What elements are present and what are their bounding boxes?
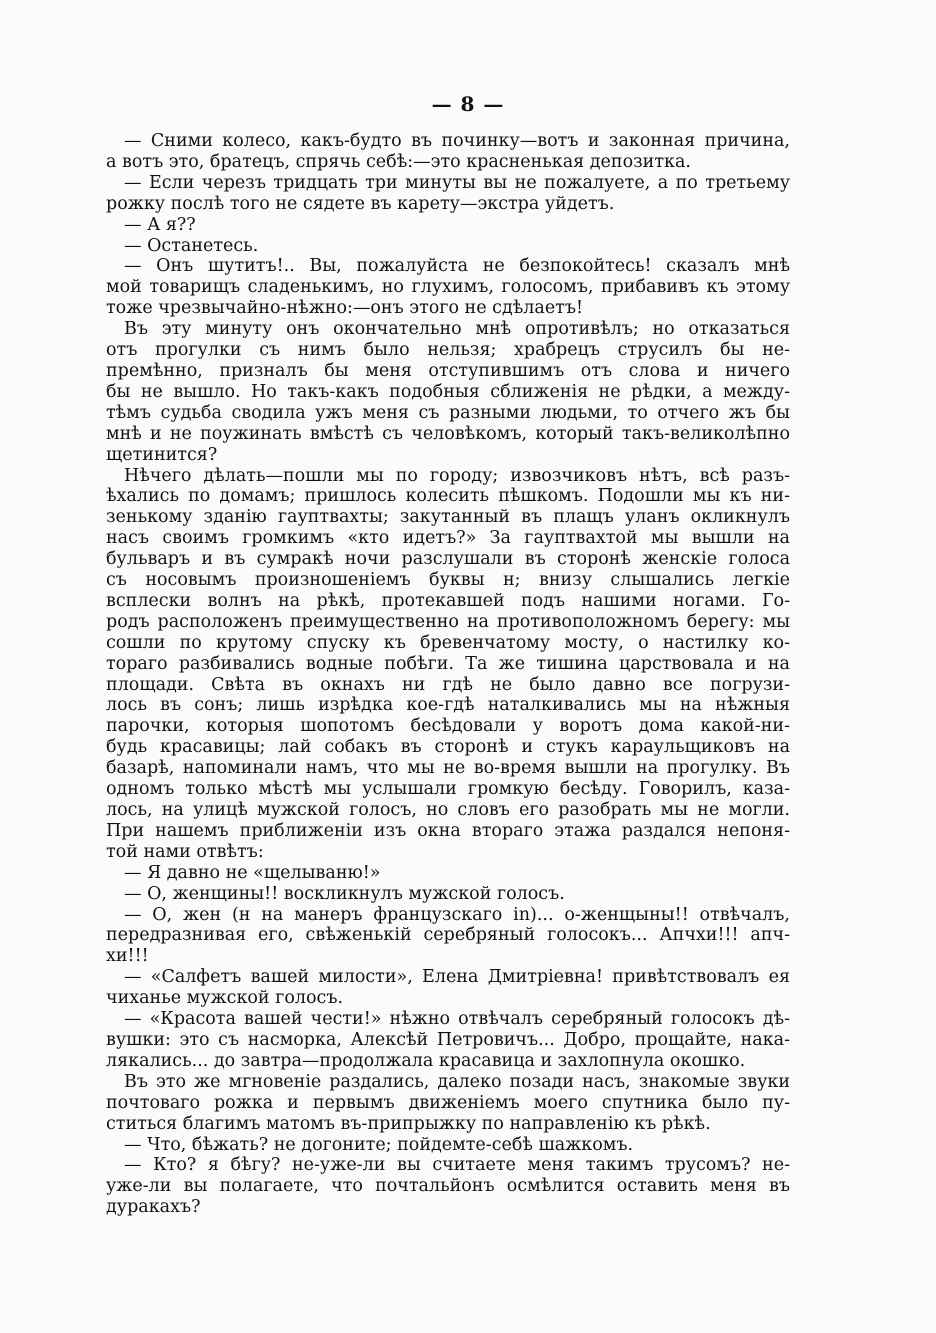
text-line: — Онъ шутитъ!.. Вы, пожалуйста не безпокойтесь! сказалъ мнѣ xyxy=(124,256,790,277)
text-line: а вотъ это, братецъ, спрячь себѣ:—это красненькая депозитка. xyxy=(106,151,691,172)
text-line: — О, жен (н на манеръ французскаго in)... о-женщыны!! отвѣчалъ, xyxy=(124,904,790,925)
text-line: тораго разбивались водные побѣги. Та же тишина царствовала и на xyxy=(106,653,790,674)
text-line: чиханье мужской голосъ. xyxy=(106,988,344,1009)
page-number: — 8 — xyxy=(431,92,505,116)
text-line: премѣнно, призналъ бы меня отступившимъ отъ слова и ничего xyxy=(106,360,790,381)
text-line: При нашемъ приближеніи изъ окна втораго этажа раздался непоня- xyxy=(106,820,790,841)
text-line: Въ это же мгновеніе раздались, далеко позади насъ, знакомые звуки xyxy=(124,1071,790,1092)
text-line: ѣхались по домамъ; пришлось колесить пѣшкомъ. Подошли мы къ ни- xyxy=(106,486,790,507)
text-line: — Я давно не «щелываню!» xyxy=(124,862,381,883)
body-text xyxy=(106,131,790,1218)
text-line: той нами отвѣтъ: xyxy=(106,841,264,862)
text-line: парочки, которыя шопотомъ бесѣдовали у воротъ дома какой-ни- xyxy=(106,716,790,737)
text-line: — Что, бѣжать? не догоните; пойдемте-себѣ шажкомъ. xyxy=(124,1134,634,1155)
text-line: базарѣ, напоминали намъ, что мы не во-время вышли на прогулку. Въ xyxy=(106,758,790,779)
text-line: мнѣ и не поужинать вмѣстѣ съ человѣкомъ, который такъ-великолѣпно xyxy=(106,423,790,444)
text-line: хи!!! xyxy=(106,946,149,967)
text-line: съ носовымъ произношеніемъ буквы н; внизу слышались легкіе xyxy=(106,570,790,591)
text-line: — «Салфетъ вашей милости», Елена Дмитріевна! привѣтствовалъ ея xyxy=(124,967,790,988)
text-line: мой товарищъ сладенькимъ, но глухимъ, голосомъ, прибавивъ къ этому xyxy=(106,277,790,298)
text-line: зенькому зданію гауптвахты; закутанный въ плащъ уланъ окликнулъ xyxy=(106,507,790,528)
text-line: — А я?? xyxy=(124,214,196,235)
text-line: — Если черезъ тридцать три минуты вы не пожалуете, а по третьему xyxy=(124,172,790,193)
text-line: — Останетесь. xyxy=(124,235,259,256)
text-line: площади. Свѣта въ окнахъ ни гдѣ не было давно все погрузи- xyxy=(106,674,790,695)
text-line: Въ эту минуту онъ окончательно мнѣ опротивѣлъ; но отказаться xyxy=(124,319,790,340)
text-line: родъ расположенъ преимущественно на противоположномъ берегу: мы xyxy=(106,611,790,632)
text-line: рожку послѣ того не сядете въ карету—экстра уйдетъ. xyxy=(106,193,615,214)
text-line: одномъ только мѣстѣ мы услышали громкую бесѣду. Говорилъ, каза- xyxy=(106,779,790,800)
text-line: всплески волнъ на рѣкѣ, протекавшей подъ нашими ногами. Го- xyxy=(106,590,790,611)
text-line: будь красавицы; лай собакъ въ сторонѣ и стукъ караульщиковъ на xyxy=(106,737,790,758)
text-line: бульваръ и въ сумракѣ ночи разслушали въ сторонѣ женскіе голоса xyxy=(106,549,790,570)
text-line: ститься благимъ матомъ въ-припрыжку по направленію къ рѣкѣ. xyxy=(106,1113,711,1134)
text-line: вушки: это съ насморка, Алексѣй Петровичъ... Добро, прощайте, нака- xyxy=(106,1029,790,1050)
text-line: — Кто? я бѣгу? не-уже-ли вы считаете меня такимъ трусомъ? не- xyxy=(124,1155,790,1176)
text-line: Нѣчего дѣлать—пошли мы по городу; извозчиковъ нѣтъ, всѣ разъ- xyxy=(124,465,790,486)
text-line: уже-ли вы полагаете, что почтальйонъ осмѣлится оставить меня въ xyxy=(106,1176,790,1197)
text-line: лось въ сонъ; лишь изрѣдка кое-гдѣ наталкивались мы на нѣжныя xyxy=(106,695,790,716)
text-line: — «Красота вашей чести!» нѣжно отвѣчалъ серебряный голосокъ дѣ- xyxy=(124,1009,790,1030)
text-line: передразнивая его, свѣженькій серебряный голосокъ... Апчхи!!! апч- xyxy=(106,925,790,946)
text-line: — Сними колесо, какъ-будто въ починку—вотъ и законная причина, xyxy=(124,131,790,151)
text-line: почтоваго рожка и первымъ движеніемъ моего спутника было пу- xyxy=(106,1092,790,1113)
text-line: — О, женщины!! воскликнулъ мужской голосъ. xyxy=(124,883,565,904)
text-line: лось, на улицѣ мужской голосъ, но словъ его разобрать мы не могли. xyxy=(106,800,790,820)
text-line: насъ своимъ громкимъ «кто идетъ?» За гауптвахтой мы вышли на xyxy=(106,528,790,549)
text-line: бы не вышло. Но такъ-какъ подобныя сближенія не рѣдки, а между- xyxy=(106,381,790,402)
text-line: лякались... до завтра—продолжала красавица и захлопнула окошко. xyxy=(106,1050,746,1071)
text-line: дуракахъ? xyxy=(106,1197,201,1218)
text-line: сошли по крутому спуску къ бревенчатому мосту, о настилку ко- xyxy=(106,632,790,653)
text-line: тѣмъ судьба сводила ужъ меня съ разными людьми, то отчего жъ бы xyxy=(106,402,790,423)
text-line: щетинится? xyxy=(106,444,218,465)
text-line: тоже чрезвычайно-нѣжно:—онъ этого не сдѣлаетъ! xyxy=(106,298,584,319)
text-line: отъ прогулки съ нимъ было нельзя; храбрецъ струсилъ бы не- xyxy=(106,340,790,361)
